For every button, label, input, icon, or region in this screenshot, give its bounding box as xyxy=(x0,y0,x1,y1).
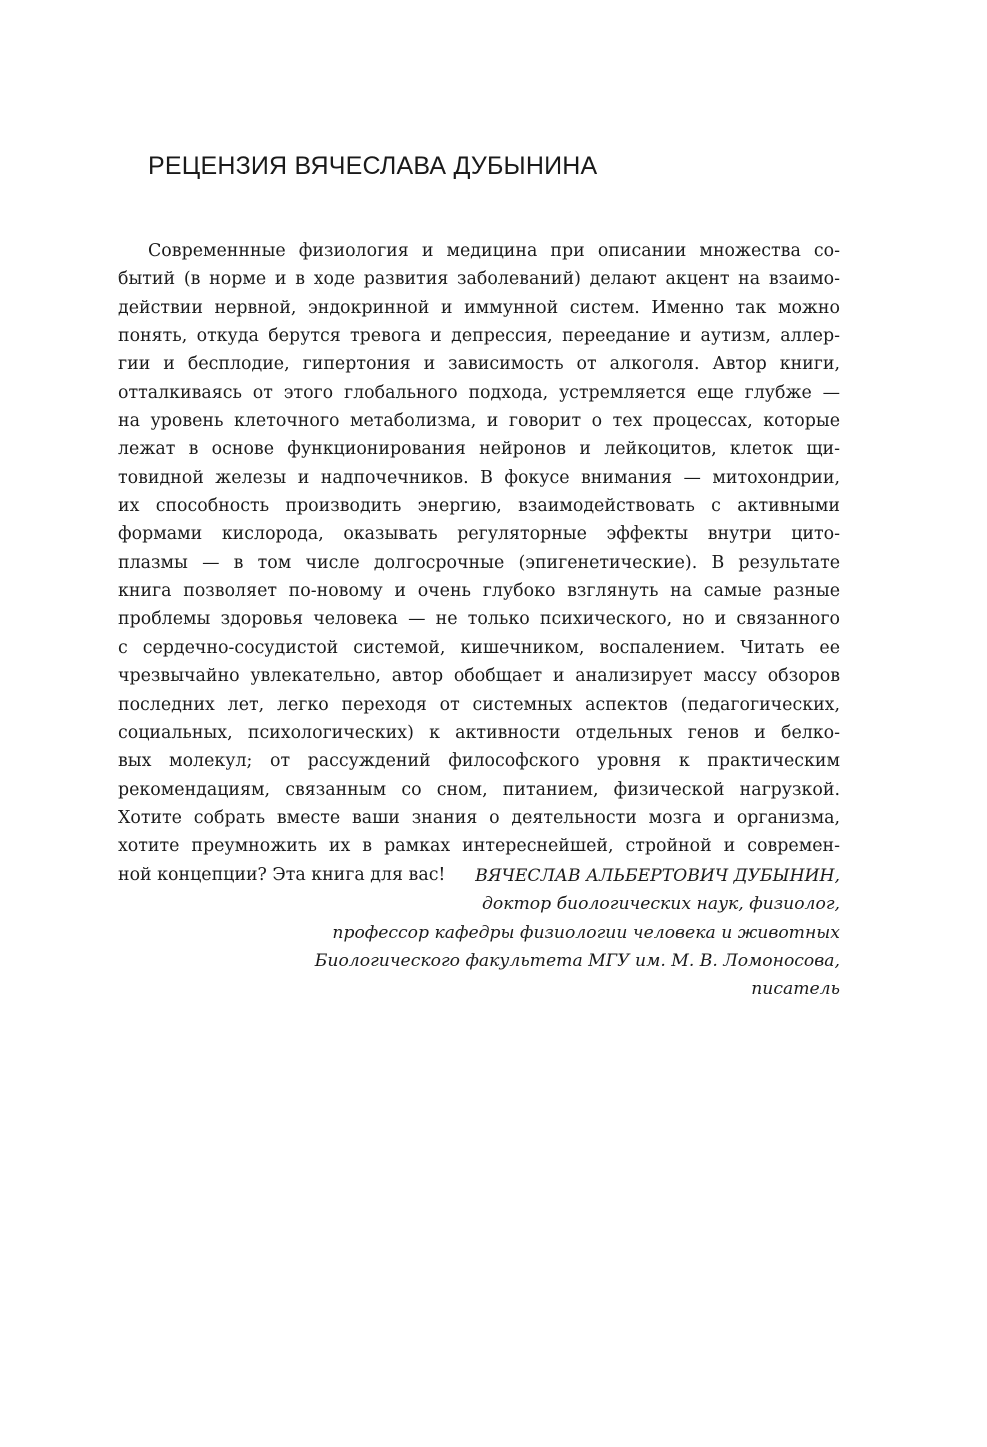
paragraph-line: социальных, психологических) к активности отдельных генов и белко- xyxy=(118,722,840,743)
paragraph-line: книга позволяет по-новому и очень глубоко взглянуть на самые разные xyxy=(118,581,840,602)
paragraph-line: понять, откуда берутся тревога и депрессия, переедание и аутизм, аллер- xyxy=(118,326,840,347)
paragraph-line: плазмы — в том числе долгосрочные (эпигенетические). В результате xyxy=(118,552,840,573)
paragraph-line: действии нервной, эндокринной и иммунной систем. Именно так можно xyxy=(118,297,840,318)
review-paragraph xyxy=(118,237,840,889)
signature-degree: доктор биологических наук, физиолог, xyxy=(481,894,840,915)
paragraph-line: Хотите собрать вместе ваши знания о деятельности мозга и организма, xyxy=(118,807,840,828)
signature-name: ВЯЧЕСЛАВ АЛЬБЕРТОВИЧ ДУБЫНИН, xyxy=(475,866,840,886)
paragraph-line: рекомендациям, связанным со сном, питанием, физической нагрузкой. xyxy=(118,779,840,800)
paragraph-line: чрезвычайно увлекательно, автор обобщает и анализирует массу обзоров xyxy=(118,666,840,687)
paragraph-line: последних лет, легко переходя от системных аспектов (педагогических, xyxy=(118,694,840,715)
signature-faculty: Биологического факультета МГУ им. М. В. Ломоносова, xyxy=(314,950,840,971)
review-text xyxy=(118,237,840,889)
paragraph-line: на уровень клеточного метаболизма, и говорит о тех процессах, которые xyxy=(118,411,840,432)
paragraph-line: с сердечно-сосудистой системой, кишечником, воспалением. Читать ее xyxy=(118,637,840,658)
paragraph-line: формами кислорода, оказывать регуляторные эффекты внутри цито- xyxy=(118,524,840,545)
paragraph-line: Современнные физиология и медицина при описании множества со- xyxy=(148,241,840,261)
paragraph-line: вых молекул; от рассуждений философского уровня к практическим xyxy=(118,751,840,772)
paragraph-line: хотите преумножить их в рамках интереснейшей, стройной и современ- xyxy=(118,836,840,857)
signature-position: профессор кафедры физиологии человека и животных xyxy=(332,922,840,943)
paragraph-line: лежат в основе функционирования нейронов и лейкоцитов, клеток щи- xyxy=(118,439,840,460)
signature-occupation: писатель xyxy=(751,979,840,1000)
paragraph-line: отталкиваясь от этого глобального подхода, устремляется еще глубже — xyxy=(118,382,840,403)
paragraph-line: ной концепции? Эта книга для вас! xyxy=(118,864,446,885)
paragraph-line: гии и бесплодие, гипертония и зависимость от алкоголя. Автор книги, xyxy=(118,354,840,375)
paragraph-line: бытий (в норме и в ходе развития заболеваний) делают акцент на взаимо- xyxy=(118,269,840,290)
paragraph-line: товидной железы и надпочечников. В фокусе внимания — митохондрии, xyxy=(118,467,840,488)
paragraph-line: проблемы здоровья человека — не только психического, но и связанного xyxy=(118,609,840,630)
signature-block xyxy=(118,862,840,1003)
paragraph-line: их способность производить энергию, взаимодействовать с активными xyxy=(118,496,840,517)
page-title: РЕЦЕНЗИЯ ВЯЧЕСЛАВА ДУБЫНИНА xyxy=(148,152,598,180)
